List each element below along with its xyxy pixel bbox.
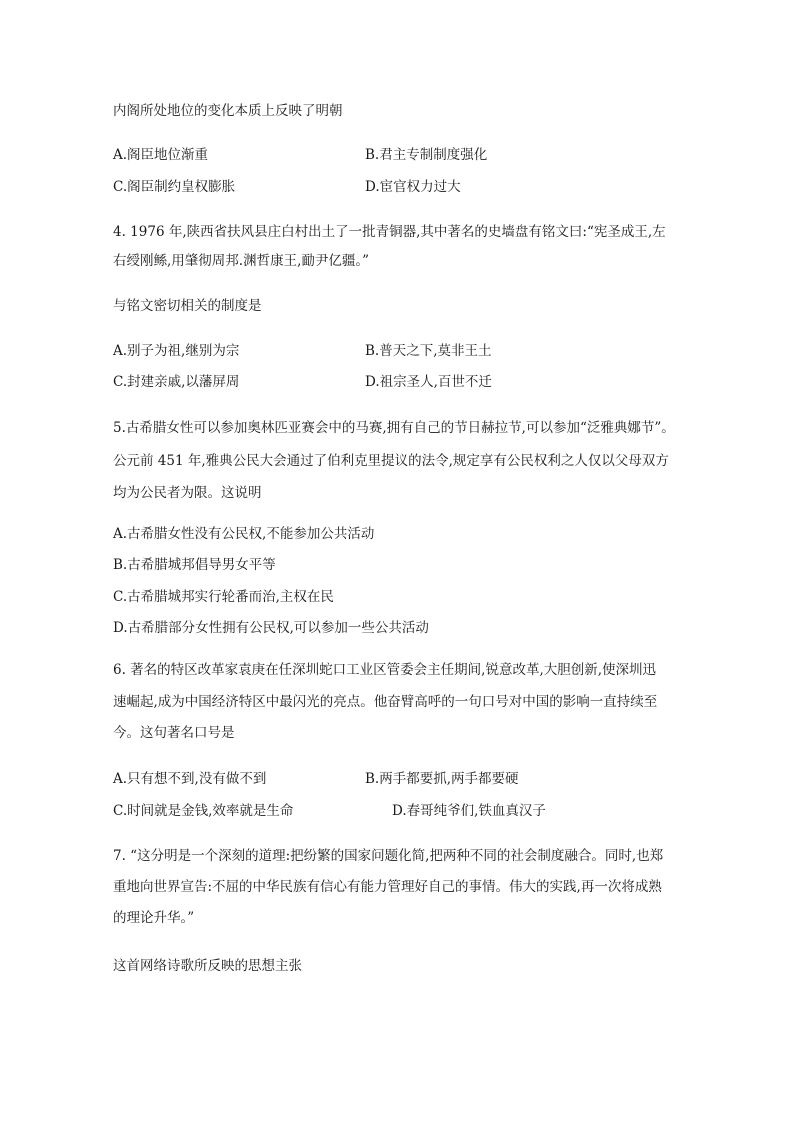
q6-option-a: A.只有想不到,没有做不到: [113, 771, 267, 787]
q6-text-line-2: 速崛起,成为中国经济特区中最闪光的亮点。他奋臂高呼的一句口号对中国的影响一直持续至: [113, 694, 658, 710]
q6-option-b: B.两手都要抓,两手都要硬: [365, 771, 519, 787]
q4-option-a: A.别子为祖,继别为宗: [113, 343, 240, 359]
q6-text-line-3: 今。这句著名口号是: [113, 725, 235, 741]
q3-option-a: A.阁臣地位渐重: [113, 147, 209, 163]
q4-prompt: 与铭文密切相关的制度是: [113, 298, 262, 314]
q7-text-line-1: 7. “这分明是一个深刻的道理:把纷繁的国家问题化简,把两种不同的社会制度融合。同时,也郑: [113, 848, 664, 864]
q5-option-b: B.古希腊城邦倡导男女平等: [113, 557, 276, 573]
q7-text-line-3: 的理论升华。”: [113, 910, 195, 926]
q3-option-b: B.君主专制制度强化: [365, 147, 488, 163]
q7-text-line-2: 重地向世界宣告:不屈的中华民族有信心有能力管理好自己的事情。伟大的实践,再一次将成熟: [113, 879, 662, 895]
q6-option-c: C.时间就是金钱,效率就是生命: [113, 803, 294, 819]
q5-text-line-1: 5.古希腊女性可以参加奥林匹亚赛会中的马赛,拥有自己的节日赫拉节,可以参加“泛雅典娜节”。: [113, 420, 675, 436]
q6-text-line-1: 6. 著名的特区改革家袁庚在任深圳蛇口工业区管委会主任期间,锐意改革,大胆创新,使深圳迅: [113, 662, 657, 678]
q7-prompt: 这首网络诗歌所反映的思想主张: [113, 958, 302, 974]
q4-option-d: D.祖宗圣人,百世不迁: [365, 374, 492, 390]
q5-option-a: A.古希腊女性没有公民权,不能参加公共活动: [113, 526, 375, 542]
q4-option-c: C.封建亲戚,以藩屏周: [113, 374, 240, 390]
q3-stem: 内阁所处地位的变化本质上反映了明朝: [113, 103, 343, 119]
q3-option-d: D.宦官权力过大: [365, 179, 461, 195]
q4-text-line-1: 4. 1976 年,陕西省扶风县庄白村出土了一批青铜器,其中著名的史墙盘有铭文曰:“宪圣成王,左: [113, 224, 666, 240]
q4-text-line-2: 右绶刚鲧,用肇彻周邦.渊哲康王,勔尹亿疆。”: [113, 253, 370, 269]
q5-option-c: C.古希腊城邦实行轮番而治,主权在民: [113, 589, 334, 605]
q6-option-d: D.春哥纯爷们,铁血真汉子: [392, 803, 546, 819]
q5-text-line-2: 公元前 451 年,雅典公民大会通过了伯利克里提议的法令,规定享有公民权利之人仅以父母双方: [113, 453, 669, 469]
q3-option-c: C.阁臣制约皇权膨胀: [113, 179, 236, 195]
q4-option-b: B.普天之下,莫非王土: [365, 343, 492, 359]
q5-text-line-3: 均为公民者为限。这说明: [113, 485, 262, 501]
q5-option-d: D.古希腊部分女性拥有公民权,可以参加一些公共活动: [113, 620, 429, 636]
